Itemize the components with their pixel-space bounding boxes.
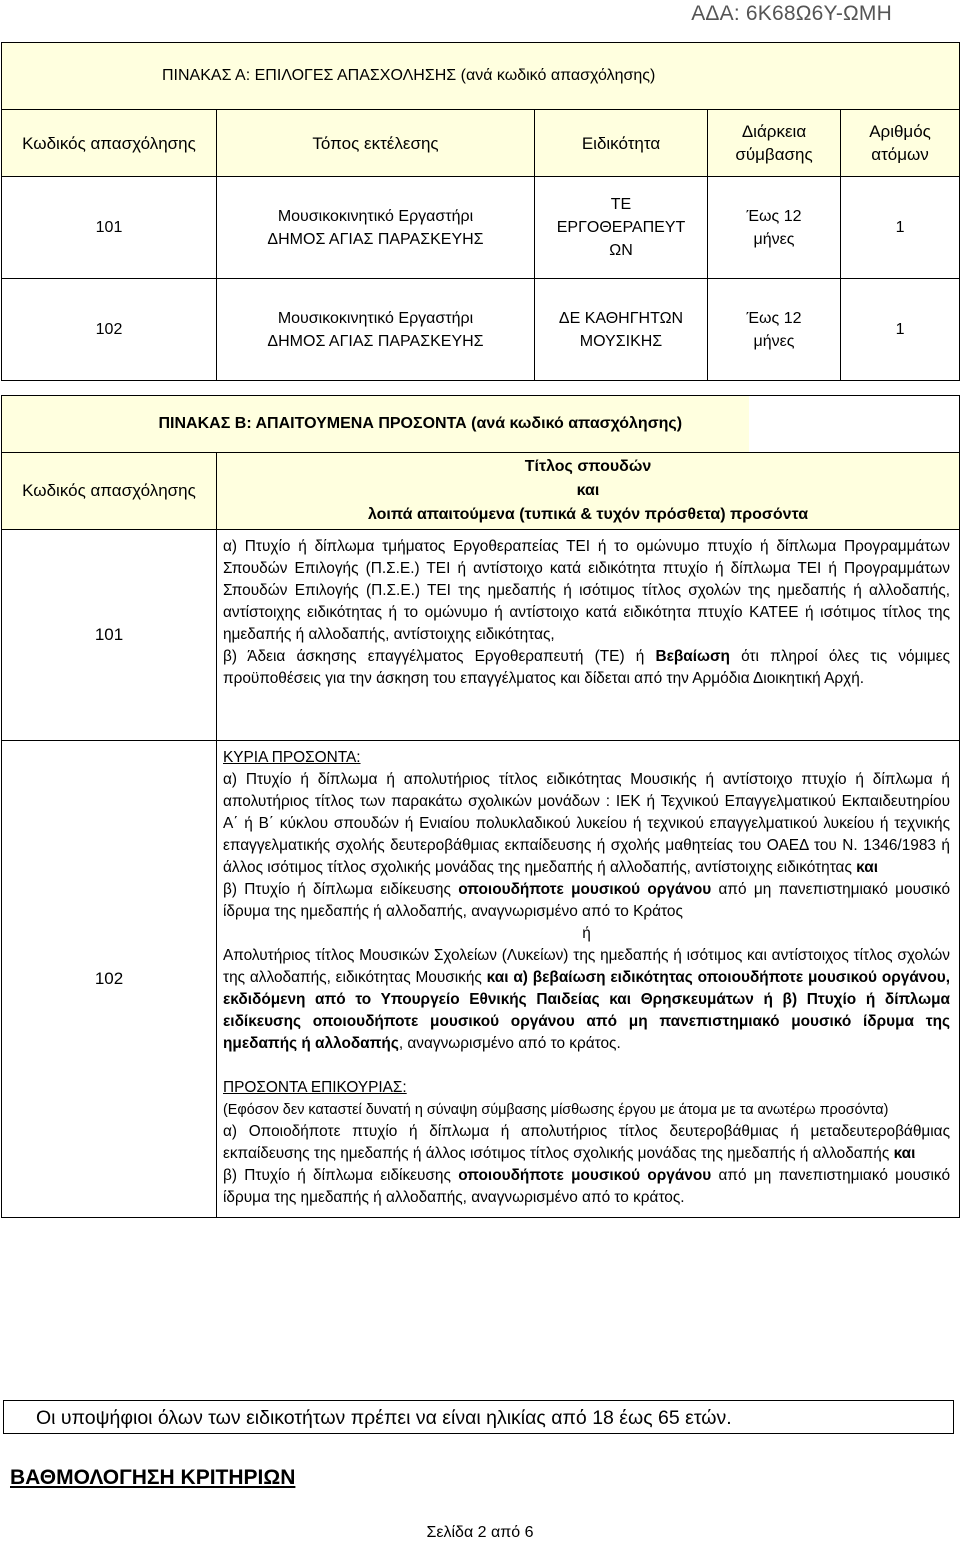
- header-qualifications: [217, 453, 960, 530]
- table-b: [1, 395, 960, 1218]
- cell-duration: Έως 12 μήνες: [708, 279, 841, 381]
- header-specialty: Ειδικότητα: [535, 110, 708, 177]
- cell-count: 1: [841, 279, 960, 381]
- header-title-line1: Τίτλος σπουδών: [524, 458, 652, 475]
- cell-code: 102: [2, 279, 217, 381]
- qual-102-or: ή: [582, 925, 591, 942]
- table-row: [2, 177, 960, 279]
- header-title-line2: και: [576, 482, 600, 499]
- aux-b-bold: οποιουδήποτε μουσικού οργάνου: [458, 1167, 712, 1184]
- cell-code: 101: [2, 530, 217, 741]
- page-number: Σελίδα 2 από 6: [426, 1524, 534, 1541]
- header-title-line3: λοιπά απαιτούμενα (τυπικά & τυχόν πρόσθετα) προσόντα: [367, 506, 809, 523]
- age-requirement-note: Οι υποψήφιοι όλων των ειδικοτήτων πρέπει να είναι ηλικίας από 18 έως 65 ετών.: [3, 1400, 954, 1434]
- header-place: Τόπος εκτέλεσης: [217, 110, 535, 177]
- table-a-header-row: [2, 110, 960, 177]
- cell-qualifications: [217, 741, 960, 1218]
- table-b-title-row: [2, 396, 960, 453]
- table-row: [2, 530, 960, 741]
- aux-b-rest: από μη πανεπιστημιακό μουσικό ίδρυμα της ημεδαπής ή αλλοδαπής, αναγνωρισμένο από το κράτος.: [223, 1167, 951, 1206]
- aux-b: β) Πτυχίο ή δίπλωμα ειδίκευσης: [223, 1167, 459, 1184]
- aux-note: (Εφόσον δεν καταστεί δυνατή η σύναψη σύμβασης μίσθωσης έργου με άτομα με τα ανωτέρω προσόντα): [223, 1102, 889, 1118]
- cell-qualifications: [217, 530, 960, 741]
- aux-qualifications-heading: ΠΡΟΣΟΝΤΑ ΕΠΙΚΟΥΡΙΑΣ:: [223, 1079, 407, 1096]
- aux-a: α) Οποιοδήποτε πτυχίο ή δίπλωμα ή απολυτήριος τίτλος δευτεροβάθμιας ή μεταδευτεροβάθμιας εκπαίδευσης της ημεδαπής ή άλλος ισότιμος τίτλος σχολικής μονάδας της ημεδαπής ή αλλοδαπής: [223, 1123, 950, 1162]
- qual-102-a: α) Πτυχίο ή δίπλωμα ή απολυτήριος τίτλος ειδικότητας Μουσικής ή αντίστοιχο πτυχίο ή δίπλωμα ή απολυτήριος τίτλος των παρακάτω σχολικών μονάδων : ΙΕΚ ή Τεχνικού Επαγγελματικού Εκπαιδευτηρίου Α΄ ή Β΄ κύκλου σπουδών ή Ενιαίου πολυκλαδικού λυκείου ή τεχνικού επαγγελματικού λυκείου ή τεχνικής επαγγελματικής σχολής δευτεροβάθμιας εκπαίδευσης ή σχολής μαθητείας του ΟΑΕΔ του Ν. 1346/1983 ή άλλος ισότιμος τίτλος σχολικής μονάδας της ημεδαπής ή αλλοδαπής, αντίστοιχης ειδικότητας: [223, 771, 950, 876]
- table-b-header-row: [2, 453, 960, 530]
- qual-101-b-bold: Βεβαίωση: [655, 648, 730, 665]
- table-row: [2, 279, 960, 381]
- cell-count: 1: [841, 177, 960, 279]
- qual-102-c-rest: , αναγνωρισμένο από το κράτος.: [398, 1035, 621, 1052]
- qual-101-b: β) Άδεια άσκησης επαγγέλματος Εργοθεραπευτή (ΤΕ) ή: [223, 648, 656, 665]
- table-row: [2, 741, 960, 1218]
- qual-101-b-rest: ότι πληροί όλες τις νόμιμες προϋποθέσεις για την άσκηση του επαγγέλματος και δίδεται από την Αρμόδια Διοικητική Αρχή.: [223, 648, 951, 687]
- qual-102-a-and: και: [856, 859, 878, 876]
- table-a-title-row: [2, 43, 960, 110]
- header-code: Κωδικός απασχόλησης: [2, 453, 217, 530]
- qual-102-b-rest: από μη πανεπιστημιακό μουσικό ίδρυμα της ημεδαπής ή αλλοδαπής, αναγνωρισμένο από το Κράτος: [223, 881, 951, 920]
- cell-code: 101: [2, 177, 217, 279]
- qual-102-b-bold: οποιουδήποτε μουσικού οργάνου: [458, 881, 712, 898]
- cell-specialty: ΤΕ ΕΡΓΟΘΕΡΑΠΕΥΤ ΩΝ: [535, 177, 708, 279]
- ada-code: ΑΔΑ: 6Κ68Ω6Υ-ΩΜΗ: [691, 2, 892, 25]
- cell-specialty: ΔΕ ΚΑΘΗΓΗΤΩΝ ΜΟΥΣΙΚΗΣ: [535, 279, 708, 381]
- main-qualifications-heading: ΚΥΡΙΑ ΠΡΟΣΟΝΤΑ:: [223, 749, 361, 766]
- qual-102-b: β) Πτυχίο ή δίπλωμα ειδίκευσης: [223, 881, 459, 898]
- section-heading: ΒΑΘΜΟΛΟΓΗΣΗ ΚΡΙΤΗΡΙΩΝ: [10, 1466, 296, 1489]
- header-duration: Διάρκεια σύμβασης: [708, 110, 841, 177]
- table-b-title: ΠΙΝΑΚΑΣ Β: ΑΠΑΙΤΟΥΜΕΝΑ ΠΡΟΣΟΝΤΑ (ανά κωδικό απασχόλησης): [7, 396, 750, 453]
- header-count: Αριθμός ατόμων: [841, 110, 960, 177]
- cell-place: Μουσικοκινητικό Εργαστήρι ΔΗΜΟΣ ΑΓΙΑΣ ΠΑΡΑΣΚΕΥΗΣ: [217, 177, 535, 279]
- qual-102-c: Απολυτήριος τίτλος Μουσικών Σχολείων (Λυκείων) της ημεδαπής ή ισότιμος και αντίστοιχος τίτλος σχολών της αλλοδαπής, ειδικότητας Μουσικής: [223, 947, 950, 986]
- qual-101-a: α) Πτυχίο ή δίπλωμα τμήματος Εργοθεραπείας ΤΕΙ ή το ομώνυμο πτυχίο ή δίπλωμα Προγραμμάτων Σπουδών Επιλογής (Π.Σ.Ε.) ΤΕΙ ή αντίστοιχο κατά ειδικότητα πτυχίο ή δίπλωμα ΤΕΙ ή Προγραμμάτων Σπουδών Επιλογής (Π.Σ.Ε.) ΤΕΙ της ημεδαπής ή ισότιμος τίτλος σχολών της ημεδαπής ή αλλοδαπής, αντίστοιχης ειδικότητας ή το ομώνυμο ή αντίστοιχο κατά ειδικότητα πτυχίο ΚΑΤΕΕ ή ισότιμος τίτλος της ημεδαπής ή αλλοδαπής, αντίστοιχης ειδικότητας,: [223, 538, 950, 643]
- table-a: [1, 42, 960, 381]
- cell-duration: Έως 12 μήνες: [708, 177, 841, 279]
- table-a-title: ΠΙΝΑΚΑΣ Α: ΕΠΙΛΟΓΕΣ ΑΠΑΣΧΟΛΗΣΗΣ (ανά κωδικό απασχόλησης): [2, 43, 960, 110]
- aux-a-and: και: [893, 1145, 916, 1162]
- cell-code: 102: [2, 741, 217, 1218]
- cell-place: Μουσικοκινητικό Εργαστήρι ΔΗΜΟΣ ΑΓΙΑΣ ΠΑΡΑΣΚΕΥΗΣ: [217, 279, 535, 381]
- header-code: Κωδικός απασχόλησης: [2, 110, 217, 177]
- qual-102-c-bold: και α) βεβαίωση ειδικότητας οποιουδήποτε μουσικού οργάνου, εκδιδόμενη από το Υπουργείο Εθνικής Παιδείας και Θρησκευμάτων ή β) Πτυχίο ή δίπλωμα ειδίκευσης οποιουδήποτε μουσικού οργάνου από μη πανεπιστημιακό μουσικό ίδρυμα της ημεδαπής ή αλλοδαπής: [223, 969, 950, 1052]
